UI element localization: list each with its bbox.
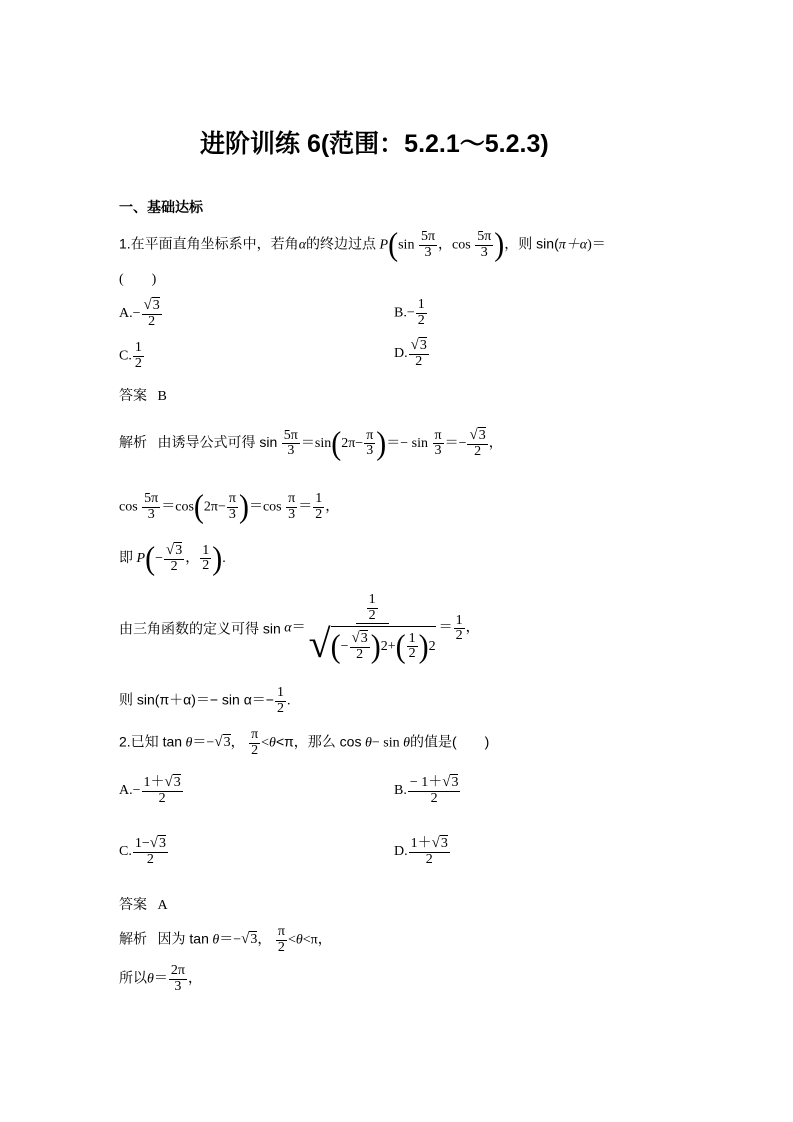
q2-option-d: D. $\frac{1+√3}{2}$ — [394, 835, 448, 867]
sqrt-icon: √3 — [442, 774, 459, 790]
q1-stem: 1.在平面直角坐标系中，若角α的终边过点 P(sin $\frac{5\pi}{3}$ ，cos $\frac{5\pi}{3}$ )，则 sin(π＋α)＝ — [119, 226, 606, 263]
q1-stem-text-a: 1.在平面直角坐标系中，若角 — [119, 235, 299, 252]
q1-analysis-line1: 解析 由诱导公式可得 sin $\frac{5\pi}{3}$ ＝sin(2π− $\frac{\pi}{3}$ )＝− sin $\frac{\pi}{3}$ ＝− $\frac{√3}{2}$ ， — [119, 425, 503, 462]
q1-blank: ( ) — [119, 272, 157, 287]
q1-analysis-line4: 由三角函数的定义可得 sin α＝ $\frac{1}{2}$ √(− $\frac{√3}{2}$ )2+( $\frac{1}{2}$ )2 ＝ $\frac{1}{2}$ ， — [119, 592, 480, 667]
q1-answer: 答案 B — [119, 387, 167, 404]
q1-stem-text-b: 的终边过点 — [306, 235, 377, 252]
sqrt-icon: √3 — [143, 297, 160, 313]
sqrt-icon: √3 — [214, 734, 231, 751]
q1-analysis-line3: 即 P(− $\frac{√3}{2}$ ， $\frac{1}{2}$ ). — [119, 540, 226, 577]
section-heading: 一、基础达标 — [119, 199, 203, 215]
sqrt-icon: √ — [308, 621, 331, 667]
q2-option-b: B. $\frac{- 1+√3}{2}$ — [394, 774, 459, 806]
q1-frac-5pi-3-b: $\frac{5\pi}{3}$ — [477, 229, 492, 260]
sqrt-icon: √3 — [164, 774, 181, 790]
sqrt-icon: √3 — [165, 542, 183, 558]
q2-analysis-line2: 所以θ＝ $\frac{2\pi}{3}$ ， — [119, 963, 202, 994]
page-title: 进阶训练 6(范围：5.2.1～5.2.3) — [200, 130, 549, 158]
q2-stem: 2.已知 tan θ＝−√3， $\frac{\pi}{2}$ <θ<π，那么 cos θ− sin θ的值是( ) — [119, 727, 490, 758]
sqrt-icon: √3 — [241, 931, 258, 948]
q1-option-c: C. $\frac{1}{2}$ — [119, 340, 142, 371]
q1-sin: sin — [398, 237, 415, 253]
q1-big-fraction: $\frac{1}{2}$ √(− $\frac{√3}{2}$ )2+( $\frac{1}{2}$ )2 — [308, 592, 436, 667]
q2-option-a: A.− $\frac{1+√3}{2}$ — [119, 774, 181, 806]
q1-analysis-line5: 则 sin(π＋α)＝− sin α＝− $\frac{1}{2}$ . — [119, 685, 291, 716]
sqrt-icon: √3 — [410, 337, 427, 353]
q1-option-b: B.− $\frac{1}{2}$ — [394, 297, 425, 328]
sqrt-icon: √3 — [431, 835, 448, 851]
q1-cos: cos — [452, 237, 471, 253]
q2-analysis-line1: 解析 因为 tan θ＝−√3， $\frac{\pi}{2}$ <θ<π， — [119, 924, 332, 955]
q1-point-p: P — [379, 237, 389, 253]
q1-analysis-line2: cos $\frac{5\pi}{3}$ ＝cos(2π− $\frac{\pi}{3}$ )＝cos $\frac{\pi}{3}$ ＝ $\frac{1}{2}$ ， — [119, 488, 340, 525]
sqrt-icon: √3 — [149, 835, 166, 851]
q1-right-paren: ) — [494, 226, 505, 263]
q1-alpha: α — [298, 237, 307, 253]
sqrt-icon: √3 — [469, 427, 486, 443]
q1-option-d: D. $\frac{√3}{2}$ — [394, 337, 427, 369]
q2-answer: 答案 A — [119, 896, 168, 913]
q2-option-c: C. $\frac{1-√3}{2}$ — [119, 835, 166, 867]
q1-option-a: A.− $\frac{√3}{2}$ — [119, 297, 160, 329]
q1-left-paren: ( — [388, 226, 399, 263]
q1-frac-5pi-3: $\frac{5\pi}{3}$ — [420, 229, 436, 260]
